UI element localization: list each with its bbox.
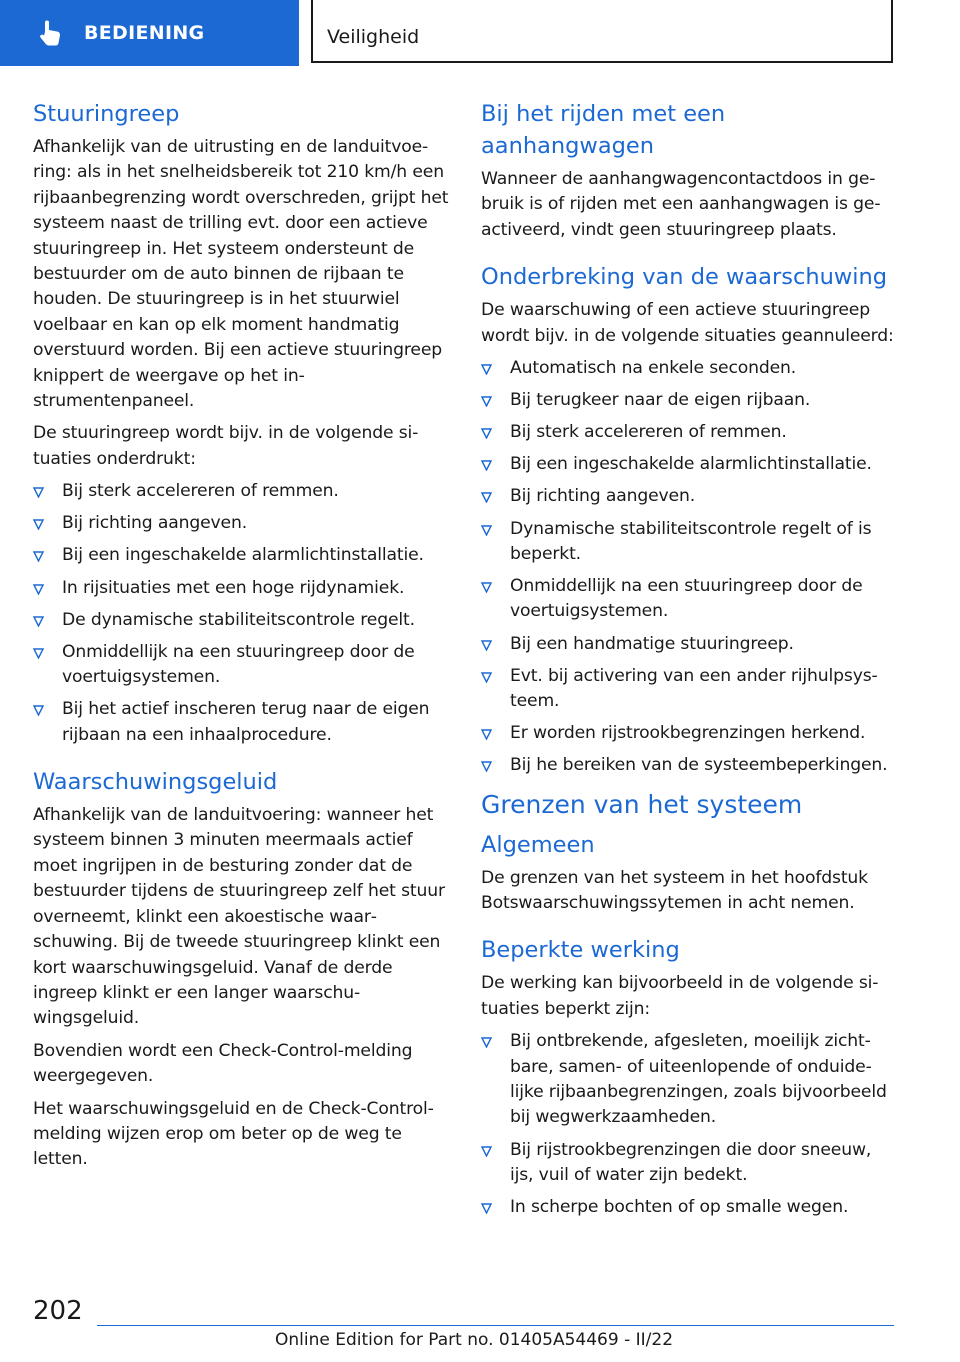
triangle-bullet-icon	[481, 640, 492, 651]
chapter-title: BEDIENING	[84, 22, 205, 44]
triangle-bullet-icon	[481, 396, 492, 407]
list-item: Bij een ingeschakelde alarmlichtinstallatie.	[33, 543, 451, 568]
list-item: Bij een ingeschakelde alarmlichtinstallatie.	[481, 452, 899, 477]
section-title: Veiligheid	[327, 26, 420, 48]
bullet-list	[33, 479, 451, 748]
list-item: Bij ontbrekende, afgesleten, moeilijk zichtbare, samen- of uiteenlopende of onduidelijke rijbaanbegrenzingen, zoals bijvoorbeeld bij wegwerkzaamheden.	[481, 1029, 899, 1131]
paragraph: De waarschuwing of een actieve stuuringreep wordt bijv. in de volgende situaties geannuleerd:	[481, 300, 894, 346]
list-item: Bij sterk accelereren of remmen.	[33, 479, 451, 504]
paragraph: Het waarschuwingsgeluid en de Check-Control-melding wijzen erop om beter op de weg te letten.	[33, 1098, 434, 1170]
triangle-bullet-icon	[33, 705, 44, 716]
paragraph: Wanneer de aanhangwagencontactdoos in gebruik is of rijden met een aanhangwagen is geactiveerd, vindt geen stuuringreep plaats.	[481, 169, 881, 240]
heading-grenzen: Grenzen van het systeem	[481, 789, 803, 819]
triangle-bullet-icon	[481, 1203, 492, 1214]
list-item: Automatisch na enkele seconden.	[481, 356, 899, 381]
triangle-bullet-icon	[33, 519, 44, 530]
heading-algemeen: Algemeen	[481, 831, 595, 858]
paragraph: Afhankelijk van de uitrusting en de landuitvoering: als in het snelheidsbereik tot 210 km/h een rijbaanbegrenzing wordt overschreden, grijpt het systeem naast de trilling evt. door een actieve stuuringreep in. Het systeem ondersteunt de bestuurder om de auto binnen de rijbaan te houden. De stuuringreep is in het stuurwiel voelbaar en kan op elk moment handmatig overstuurd worden. Bij een actieve stuuringreep knippert de weergave op het instrumentenpaneel.	[33, 137, 449, 412]
triangle-bullet-icon	[481, 364, 492, 375]
list-item: Bij he bereiken van de systeembeperkingen.	[481, 753, 899, 778]
triangle-bullet-icon	[481, 672, 492, 683]
triangle-bullet-icon	[481, 1146, 492, 1157]
edition-footer: Online Edition for Part no. 01405A54469 - II/22	[275, 1330, 674, 1350]
list-item: Onmiddellijk na een stuuringreep door de voertuigsystemen.	[481, 574, 899, 625]
heading-stuuringreep: Stuuringreep	[33, 101, 180, 127]
heading-aanhangwagen: Bij het rijden met een aanhangwagen	[481, 101, 726, 159]
list-item: Bij richting aangeven.	[33, 511, 451, 536]
triangle-bullet-icon	[481, 1037, 492, 1048]
list-item: Dynamische stabiliteitscontrole regelt of is beperkt.	[481, 517, 899, 568]
hand-pointer-icon	[36, 18, 66, 48]
paragraph: Bovendien wordt een Check-Control-melding weergegeven.	[33, 1040, 413, 1087]
list-item: Bij richting aangeven.	[481, 484, 899, 509]
triangle-bullet-icon	[481, 729, 492, 740]
left-column	[33, 98, 451, 1180]
paragraph: De grenzen van het systeem in het hoofdstuk Botswaarschuwingssytemen in acht nemen.	[481, 867, 868, 913]
right-column	[481, 98, 899, 1227]
heading-beperkte-werking: Beperkte werking	[481, 937, 680, 964]
list-item: Er worden rijstrookbegrenzingen herkend.	[481, 721, 899, 746]
triangle-bullet-icon	[481, 761, 492, 772]
page-number: 202	[33, 1296, 83, 1326]
chapter-tab	[0, 0, 299, 66]
triangle-bullet-icon	[33, 584, 44, 595]
list-item: De dynamische stabiliteitscontrole regelt.	[33, 608, 451, 633]
list-item: Bij rijstrookbegrenzingen die door sneeuw, ijs, vuil of water zijn bedekt.	[481, 1138, 899, 1189]
heading-waarschuwingsgeluid: Waarschuwingsgeluid	[33, 769, 278, 796]
triangle-bullet-icon	[481, 525, 492, 536]
triangle-bullet-icon	[481, 492, 492, 503]
list-item: In rijsituaties met een hoge rijdynamiek.	[33, 576, 451, 601]
list-item: Onmiddellijk na een stuuringreep door de voertuigsystemen.	[33, 640, 451, 691]
list-item: Bij het actief inscheren terug naar de eigen rijbaan na een inhaalprocedure.	[33, 697, 451, 748]
triangle-bullet-icon	[33, 648, 44, 659]
list-item: Bij terugkeer naar de eigen rijbaan.	[481, 388, 899, 413]
triangle-bullet-icon	[33, 616, 44, 627]
list-item: In scherpe bochten of op smalle wegen.	[481, 1195, 899, 1220]
bullet-list	[481, 1029, 899, 1220]
bullet-list	[481, 356, 899, 779]
list-item: Bij een handmatige stuuringreep.	[481, 632, 899, 657]
triangle-bullet-icon	[481, 428, 492, 439]
triangle-bullet-icon	[481, 460, 492, 471]
list-item: Evt. bij activering van een ander rijhulpsysteem.	[481, 664, 899, 715]
section-header	[311, 0, 893, 63]
heading-onderbreking: Onderbreking van de waarschuwing	[481, 264, 888, 291]
triangle-bullet-icon	[33, 487, 44, 498]
paragraph: De werking kan bijvoorbeeld in de volgende situaties beperkt zijn:	[481, 973, 879, 1019]
paragraph: De stuuringreep wordt bijv. in de volgende situaties onderdrukt:	[33, 423, 419, 469]
list-item: Bij sterk accelereren of remmen.	[481, 420, 899, 445]
footer-divider	[97, 1325, 894, 1326]
triangle-bullet-icon	[33, 551, 44, 562]
triangle-bullet-icon	[481, 582, 492, 593]
paragraph: Afhankelijk van de landuitvoering: wanneer het systeem binnen 3 minuten meermaals actief moet ingrijpen in de besturing zonder dat de bestuurder tijdens de stuuringreep zelf het stuur overneemt, klinkt een akoestische waarschuwing. Bij de tweede stuuringreep klinkt een kort waarschuwingsgeluid. Vanaf de derde ingreep klinkt er een langer waarschuwingsgeluid.	[33, 805, 445, 1029]
